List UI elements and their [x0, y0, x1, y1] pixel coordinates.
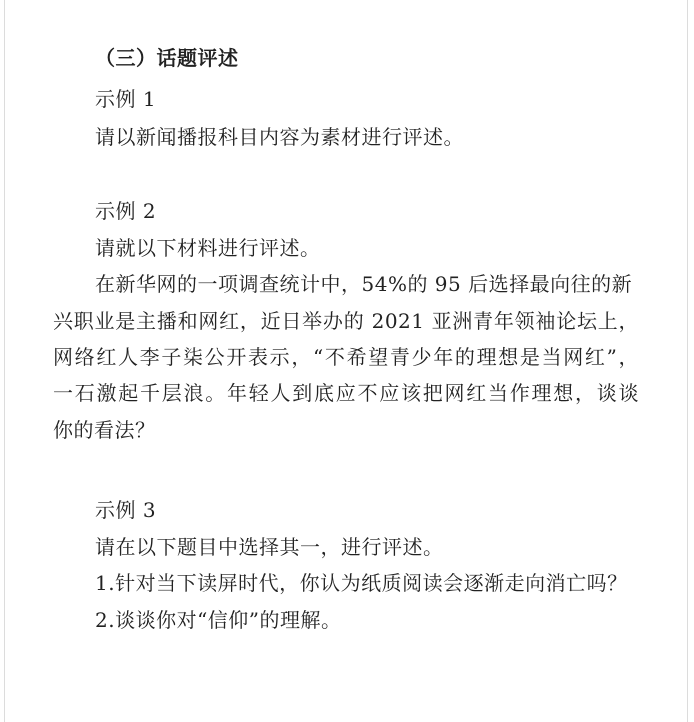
- document-page: [4, 0, 688, 722]
- example-2-paragraph-line: 在新华网的一项调查统计中，54%的 95 后选择最向往的新: [95, 272, 633, 296]
- section-title: （三）话题评述: [95, 46, 239, 70]
- example-3-label: 示例 3: [95, 498, 157, 522]
- example-2-label: 示例 2: [95, 199, 157, 223]
- example-2-intro: 请就以下材料进行评述。: [95, 236, 321, 260]
- example-2-paragraph-line: 你的看法？: [53, 418, 156, 442]
- example-3-item: 1.针对当下读屏时代，你认为纸质阅读会逐渐走向消亡吗？: [95, 571, 628, 595]
- example-2-paragraph-line: 兴职业是主播和网红，近日举办的 2021 亚洲青年领袖论坛上，: [53, 309, 639, 333]
- example-3-item: 2.谈谈你对“信仰”的理解。: [95, 608, 342, 632]
- example-2-paragraph-line: 一石激起千层浪。年轻人到底应不应该把网红当作理想，谈谈: [53, 381, 639, 405]
- example-1-text: 请以新闻播报科目内容为素材进行评述。: [95, 125, 464, 149]
- example-1-label: 示例 1: [95, 87, 157, 111]
- example-2-paragraph-line: 网络红人李子柒公开表示，“不希望青少年的理想是当网红”，: [53, 345, 639, 369]
- example-3-intro: 请在以下题目中选择其一，进行评述。: [95, 535, 444, 559]
